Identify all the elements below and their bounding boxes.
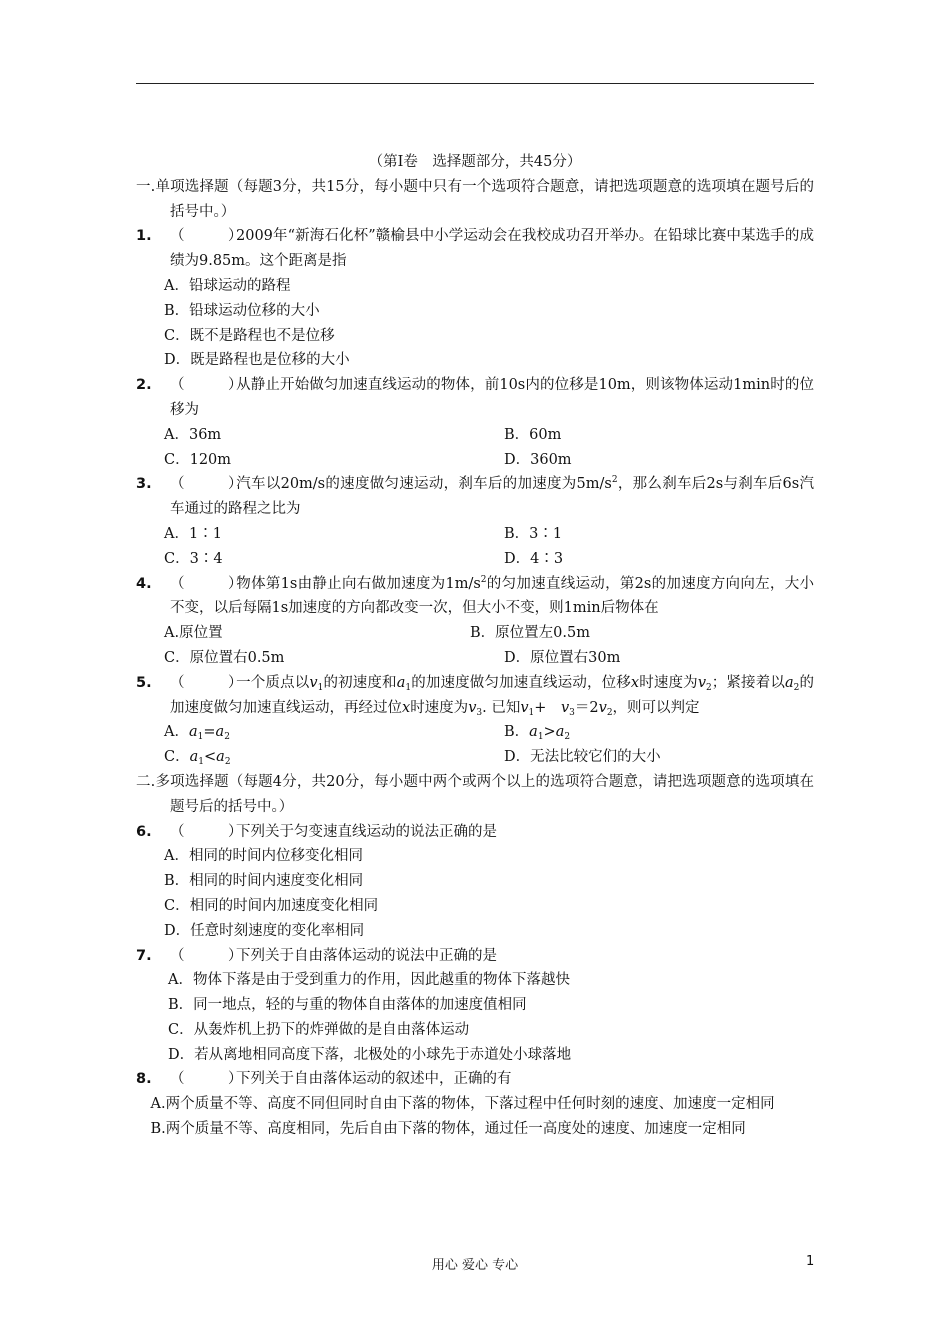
option-d: D．4∶3 — [504, 550, 564, 567]
question-6-options — [136, 844, 814, 943]
answer-blank: （ ） — [170, 947, 243, 964]
question-text: 下列关于自由落体运动的叙述中，正确的有 — [236, 1071, 512, 1088]
question-text: 下列关于匀变速直线运动的说法正确的是 — [236, 823, 497, 840]
page-footer: 用心 爱心 专心 — [431, 1258, 519, 1273]
question-text: 汽车以20m/s的速度做匀速运动，刹车后的加速度为5m/s — [236, 476, 612, 493]
option-label: A． — [164, 724, 189, 741]
option-label: C． — [164, 749, 190, 766]
question-text: . 已知 — [482, 699, 521, 716]
operator: = — [203, 724, 216, 741]
answer-blank: （ ） — [170, 823, 243, 840]
question-2 — [136, 373, 814, 423]
question-number: 7. — [136, 947, 152, 964]
question-1 — [136, 224, 814, 274]
question-7-options — [136, 968, 814, 1067]
question-text: 下列关于自由落体运动的说法中正确的是 — [236, 947, 497, 964]
question-text: ；紧接着以 — [711, 674, 785, 691]
subscript: 2 — [224, 757, 231, 768]
var-x: x — [402, 699, 411, 716]
var-v: v — [697, 674, 707, 691]
subscript: 1 — [317, 682, 324, 693]
operator: > — [543, 724, 556, 741]
page-number: 1 — [806, 1254, 815, 1269]
question-3-options — [136, 522, 814, 572]
option-a: A．1∶1 — [164, 525, 222, 542]
option-b: B．同一地点，轻的与重的物体自由落体的加速度值相同 — [168, 997, 527, 1014]
option-d: D．既是路程也是位移的大小 — [164, 352, 350, 369]
question-6 — [136, 820, 814, 845]
question-text: 的加速度做匀加速直线运动，位移 — [411, 674, 631, 691]
question-number: 6. — [136, 823, 152, 840]
subscript: 2 — [793, 682, 800, 693]
superscript: 2 — [611, 475, 618, 486]
option-a: A．36m — [164, 426, 222, 443]
option-c: C．相同的时间内加速度变化相同 — [164, 897, 379, 914]
answer-blank: （ ） — [170, 476, 243, 493]
answer-blank: （ ） — [170, 1071, 243, 1088]
option-b: B．3∶1 — [504, 525, 563, 542]
option-c: C．既不是路程也不是位移 — [164, 327, 335, 344]
option-b: B．铅球运动位移的大小 — [164, 302, 320, 319]
question-3 — [136, 472, 814, 522]
var-v: v — [598, 699, 607, 716]
question-text-cont: ，那么刹车后2s与刹车后6s汽车通过的路程之比为 — [170, 476, 814, 518]
question-1-options — [136, 274, 814, 373]
question-4-options — [136, 621, 814, 671]
subscript: 1 — [537, 732, 544, 743]
option-c: C．原位置右0.5m — [164, 649, 285, 666]
subscript: 3 — [569, 707, 575, 718]
answer-blank: （ ） — [170, 377, 243, 394]
option-label: B． — [504, 724, 530, 741]
part-title: （第Ⅰ卷 选择题部分，共45分） — [368, 154, 582, 170]
option-a — [164, 720, 504, 745]
option-b: B．60m — [504, 426, 562, 443]
question-4 — [136, 572, 814, 622]
question-number: 1. — [136, 228, 152, 245]
question-text: ，则可以判定 — [612, 699, 700, 716]
var-a: a — [189, 749, 199, 766]
option-a: A.原位置 — [164, 625, 223, 642]
var-a: a — [785, 674, 794, 691]
option-b: B．原位置左0.5m — [470, 625, 590, 642]
question-text: 时速度为 — [639, 674, 698, 691]
subscript: 2 — [564, 732, 571, 743]
option-a: A.两个质量不等、高度不同但同时自由下落的物体，下落过程中任何时刻的速度、加速度一定相同 — [136, 1096, 775, 1113]
subscript: 2 — [224, 732, 230, 743]
question-number: 2. — [136, 377, 152, 394]
subscript: 1 — [405, 682, 412, 693]
question-text: 的加速度做匀加速直线运动，再经过位 — [170, 674, 815, 716]
question-number: 8. — [136, 1071, 152, 1088]
option-a: A．相同的时间内位移变化相同 — [164, 848, 363, 865]
question-text-cont: 的匀加速直线运动，第2s的加速度方向向左，大小不变，以后每隔1s加速度的方向都改变一次，但大小不变，则1min后物体在 — [170, 575, 814, 617]
option-b — [504, 720, 570, 745]
option-d: D．360m — [504, 451, 572, 468]
var-a: a — [216, 749, 225, 766]
option-b: B.两个质量不等、高度相同，先后自由下落的物体，通过任一高度处的速度、加速度一定相同 — [136, 1121, 746, 1138]
header-rule — [136, 83, 814, 84]
subscript: 3 — [476, 707, 483, 718]
var-a: a — [555, 724, 565, 741]
question-text: 一个质点以 — [236, 674, 310, 691]
option-a: A．铅球运动的路程 — [164, 277, 291, 294]
var-a: a — [396, 674, 406, 691]
option-d: D．原位置右30m — [504, 649, 621, 666]
option-d: D．若从离地相同高度下落，北极处的小球先于赤道处小球落地 — [168, 1046, 572, 1063]
question-text: ＝2 — [574, 699, 599, 716]
question-text: 时速度为 — [410, 699, 469, 716]
question-5 — [136, 671, 814, 721]
subscript: 2 — [606, 707, 613, 718]
option-d: D．任意时刻速度的变化率相同 — [164, 922, 365, 939]
subscript: 1 — [528, 707, 535, 718]
var-v: v — [468, 699, 477, 716]
var-v: v — [520, 699, 529, 716]
question-text: 物体第1s由静止向右做加速度为1m/s — [236, 575, 481, 592]
question-number: 5. — [136, 674, 152, 691]
section-single-choice: 一.单项选择题（每题3分，共15分，每小题中只有一个选项符合题意，请把选项题意的选项填在题号后的括号中。） — [136, 178, 814, 220]
document-body — [136, 150, 814, 1142]
option-c: C．3∶4 — [164, 550, 223, 567]
option-a: A．物体下落是由于受到重力的作用，因此越重的物体下落越快 — [168, 972, 570, 989]
subscript: 1 — [198, 757, 204, 768]
question-text: 的初速度和 — [323, 674, 397, 691]
question-text: 从静止开始做匀加速直线运动的物体，前10s内的位移是10m，则该物体运动1min时的位移为 — [170, 377, 814, 418]
question-7 — [136, 944, 814, 969]
superscript: 2 — [480, 574, 487, 585]
answer-blank: （ ） — [170, 228, 243, 245]
question-2-options — [136, 423, 814, 473]
answer-blank: （ ） — [170, 575, 243, 592]
var-v: v — [309, 674, 318, 691]
question-5-options — [136, 720, 814, 770]
question-number: 3. — [136, 476, 152, 493]
section-multiple-choice: 二.多项选择题（每题4分，共20分，每小题中两个或两个以上的选项符合题意，请把选项题意的选项填在题号后的括号中。） — [136, 773, 814, 815]
question-text: + — [534, 699, 561, 716]
option-c: C．从轰炸机上扔下的炸弹做的是自由落体运动 — [168, 1021, 470, 1038]
subscript: 1 — [197, 732, 204, 743]
operator: < — [204, 749, 217, 766]
question-number: 4. — [136, 575, 152, 592]
var-a: a — [188, 724, 198, 741]
option-c — [164, 745, 504, 770]
var-v: v — [560, 699, 570, 716]
subscript: 2 — [706, 682, 712, 693]
answer-blank: （ ） — [170, 674, 243, 691]
question-8 — [136, 1067, 814, 1092]
var-x: x — [630, 674, 640, 691]
question-text: 2009年“新海石化杯”赣榆县中小学运动会在我校成功召开举办。在铅球比赛中某选手的成绩为9.85m。这个距离是指 — [170, 228, 814, 270]
var-a: a — [215, 724, 225, 741]
var-a: a — [529, 724, 538, 741]
option-b: B．相同的时间内速度变化相同 — [164, 873, 364, 890]
option-d: D．无法比较它们的大小 — [504, 749, 661, 766]
option-c: C．120m — [164, 451, 232, 468]
